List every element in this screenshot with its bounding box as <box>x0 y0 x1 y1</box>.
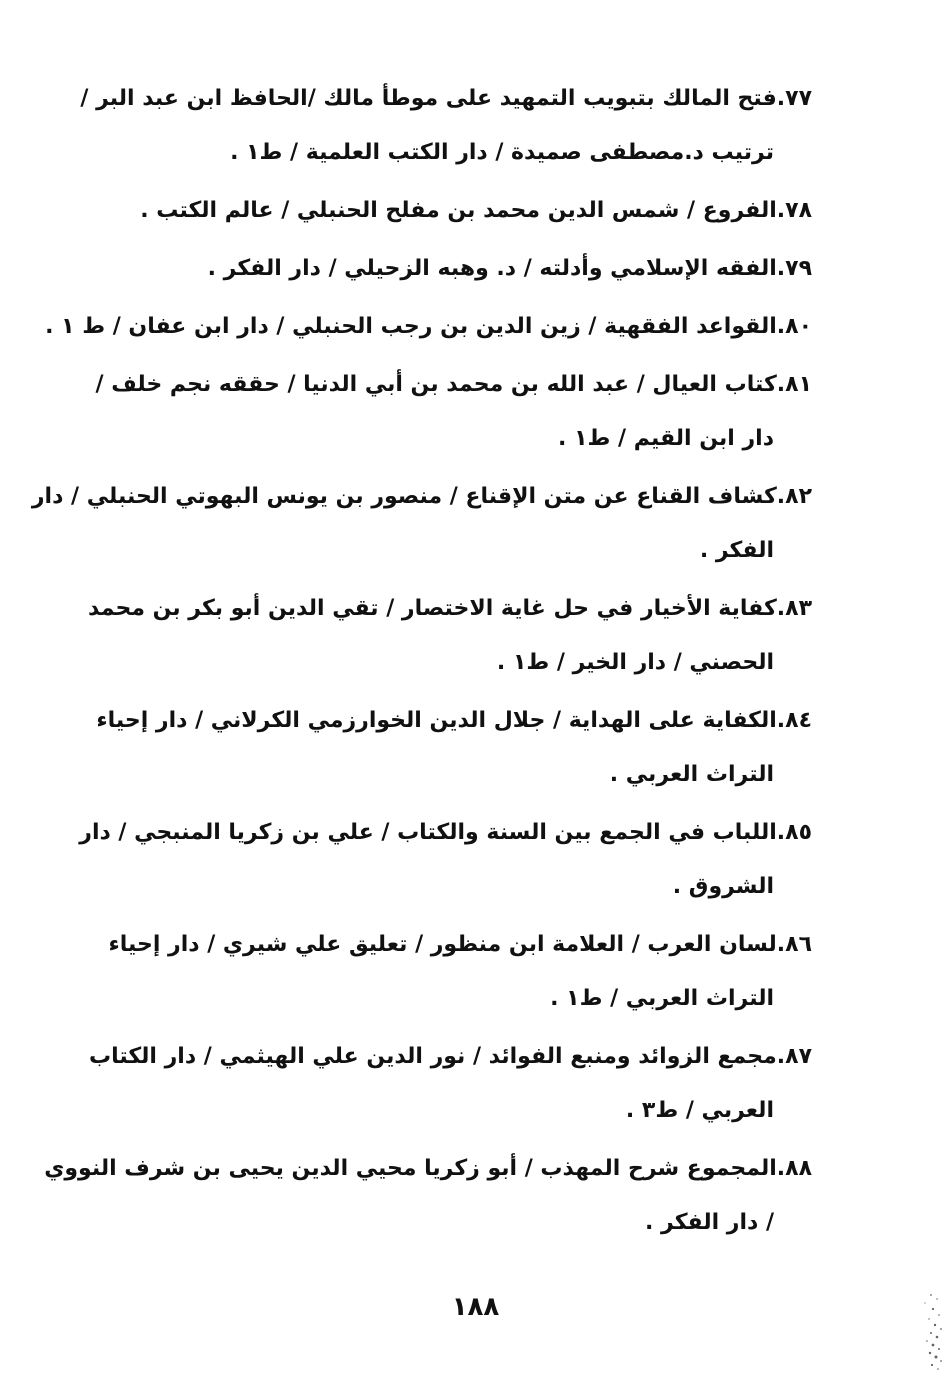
entry-text-continued: / دار الفكر . <box>645 1210 774 1235</box>
entry-text: كشاف القناع عن متن الإقناع / منصور بن يونس البهوتي الحنبلي / دار <box>31 484 777 509</box>
list-item <box>88 582 812 690</box>
entry-text: القواعد الفقهية / زين الدين بن رجب الحنبلي / دار ابن عفان / ط ١ . <box>45 314 777 339</box>
list-item <box>132 184 812 238</box>
list-item <box>80 72 812 180</box>
entry-text-continued: دار ابن القيم / ط١ . <box>558 426 774 451</box>
page-number: ١٨٨ <box>451 1292 500 1322</box>
entry-text: الكفاية على الهداية / جلال الدين الخوارزمي الكرلاني / دار إحياء <box>96 708 777 733</box>
entry-number: ٧٩. <box>776 256 812 281</box>
entry-text: لسان العرب / العلامة ابن منظور / تعليق علي شيري / دار إحياء <box>108 932 777 957</box>
entry-text: الفقه الإسلامي وأدلته / د. وهبه الزحيلي / دار الفكر . <box>207 256 777 281</box>
entry-text-continued: الشروق . <box>672 874 774 899</box>
entry-text-continued: الحصني / دار الخير / ط١ . <box>496 650 774 675</box>
entry-text: مجمع الزوائد ومنبع الفوائد / نور الدين علي الهيثمي / دار الكتاب <box>89 1044 777 1069</box>
entry-text-continued: ترتيب د.مصطفى صميدة / دار الكتب العلمية / ط١ . <box>230 140 774 165</box>
entry-number: ٨٤. <box>776 708 812 733</box>
entry-text: فتح المالك بتبويب التمهيد على موطأ مالك /الحافظ ابن عبد البر / <box>80 86 777 111</box>
list-item <box>95 358 812 466</box>
list-item <box>44 1142 812 1250</box>
list-item <box>89 1030 812 1138</box>
entry-text-continued: الفكر . <box>699 538 774 563</box>
entry-number: ٨٠. <box>776 314 812 339</box>
entry-text-continued: العربي / ط٣ . <box>625 1098 774 1123</box>
entry-text: المجموع شرح المهذب / أبو زكريا محيي الدين يحيى بن شرف النووي <box>44 1156 777 1181</box>
scan-speckle <box>911 1285 947 1375</box>
list-item <box>31 470 812 578</box>
list-item <box>132 242 812 296</box>
entry-text-continued: التراث العربي . <box>609 762 774 787</box>
entry-text: اللباب في الجمع بين السنة والكتاب / علي بن زكريا المنبجي / دار <box>79 820 777 845</box>
entry-number: ٨٥. <box>776 820 812 845</box>
entry-number: ٨١. <box>776 372 812 397</box>
entry-number: ٨٢. <box>776 484 812 509</box>
entry-text: الفروع / شمس الدين محمد بن مفلح الحنبلي / عالم الكتب . <box>140 198 777 223</box>
list-item <box>108 918 812 1026</box>
entry-number: ٨٧. <box>776 1044 812 1069</box>
list-item <box>79 806 812 914</box>
entry-number: ٨٦. <box>776 932 812 957</box>
list-item <box>45 300 812 354</box>
list-item <box>96 694 812 802</box>
entry-number: ٨٣. <box>776 596 812 621</box>
entry-text: كفاية الأخيار في حل غاية الاختصار / تقي الدين أبو بكر بن محمد <box>88 596 777 621</box>
entry-text-continued: التراث العربي / ط١ . <box>550 986 774 1011</box>
entry-number: ٧٧. <box>776 86 812 111</box>
entry-number: ٧٨. <box>776 198 812 223</box>
entry-text: كتاب العيال / عبد الله بن محمد بن أبي الدنيا / حققه نجم خلف / <box>95 372 777 397</box>
bibliography-list <box>31 72 812 1254</box>
entry-number: ٨٨. <box>776 1156 812 1181</box>
